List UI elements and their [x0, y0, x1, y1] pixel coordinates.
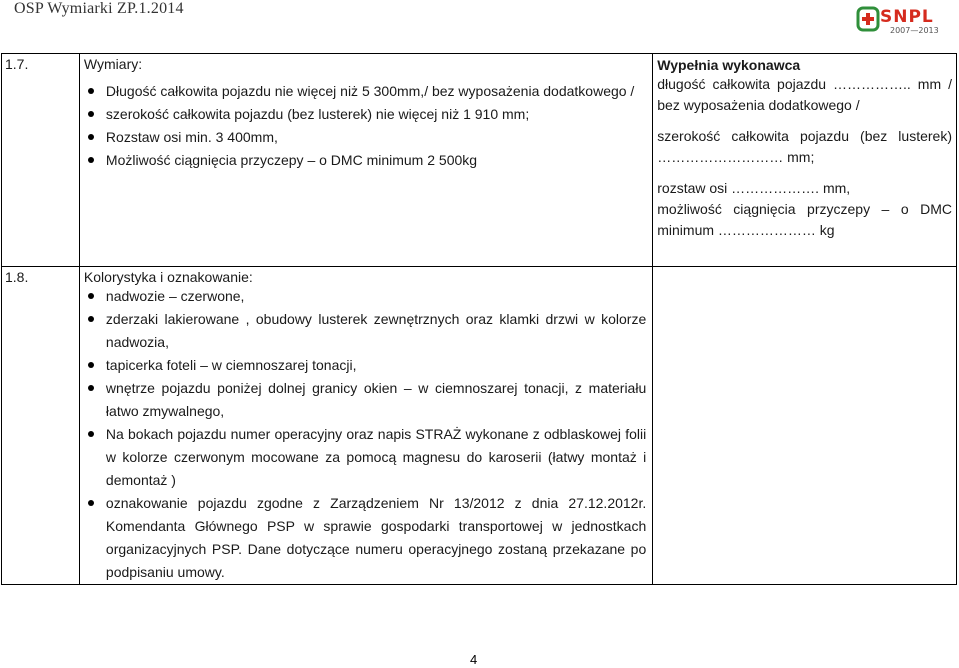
contractor-fill-column-empty [653, 267, 957, 585]
document-header-title: OSP Wymiarki ZP.1.2014 [14, 0, 184, 17]
requirements-list [84, 285, 646, 584]
table-row-section-1-7 [2, 54, 957, 267]
specification-table [1, 53, 957, 585]
requirements-list [84, 80, 646, 172]
list-item: tapicerka foteli – w ciemnoszarej tonacji, [84, 354, 646, 377]
section-number [2, 267, 80, 585]
list-item: szerokość całkowita pojazdu (bez lusterek) nie więcej niż 1 910 mm; [84, 103, 646, 126]
list-item: oznakowanie pojazdu zgodne z Zarządzeniem Nr 13/2012 z dnia 27.12.2012r. Komendanta Głównego PSP w sprawie gospodarki transportowej w jednostkach organizacyjnych PSP. Dane dotyczące numeru operacyjnego zostaną przekazane po podpisaniu umowy. [84, 492, 646, 584]
section-heading: Kolorystyka i oznakowanie: [83, 269, 253, 285]
list-item: nadwozie – czerwone, [84, 285, 646, 308]
list-item: Rozstaw osi min. 3 400mm, [84, 126, 646, 149]
section-requirements [79, 54, 652, 267]
section-number [2, 54, 80, 267]
fill-line-wheelbase: rozstaw osi ………………. mm, [657, 180, 851, 196]
fill-line-total-length: długość całkowita pojazdu …………….. mm / bez wyposażenia dodatkowego / [657, 76, 952, 113]
contractor-heading: Wypełnia wykonawca [657, 57, 801, 73]
logo-years: 2007—2013 [890, 26, 939, 35]
list-item: Możliwość ciągnięcia przyczepy – o DMC minimum 2 500kg [84, 149, 646, 172]
list-item: wnętrze pojazdu poniżej dolnej granicy okien – w ciemnoszarej tonacji, z materiału łatwo zmywalnego, [84, 377, 646, 423]
table-row-section-1-8 [2, 267, 957, 585]
list-item: Długość całkowita pojazdu nie więcej niż 5 300mm,/ bez wyposażenia dodatkowego / [84, 80, 646, 103]
fill-line-towing: możliwość ciągnięcia przyczepy – o DMC minimum ………………… kg [657, 201, 952, 238]
logo-text: SNPL [880, 7, 934, 27]
section-number-label: 1.8. [5, 269, 29, 285]
page-number: 4 [470, 652, 478, 667]
list-item: Na bokach pojazdu numer operacyjny oraz napis STRAŻ wykonane z odblaskowej folii w kolorze czerwonym mocowane za pomocą magnesu do karoserii (łatwy montaż i demontaż ) [84, 423, 646, 492]
snpl-logo-icon [856, 6, 880, 32]
snpl-logo [856, 5, 944, 37]
list-item: zderzaki lakierowane , obudowy lusterek zewnętrznych oraz klamki drzwi w kolorze nadwozia, [84, 308, 646, 354]
section-requirements [79, 267, 652, 585]
section-heading: Wymiary: [83, 56, 143, 72]
contractor-fill-column [653, 54, 957, 267]
section-number-label: 1.7. [5, 56, 29, 72]
fill-line-total-width: szerokość całkowita pojazdu (bez lusterek) ……………………… mm; [657, 128, 952, 165]
